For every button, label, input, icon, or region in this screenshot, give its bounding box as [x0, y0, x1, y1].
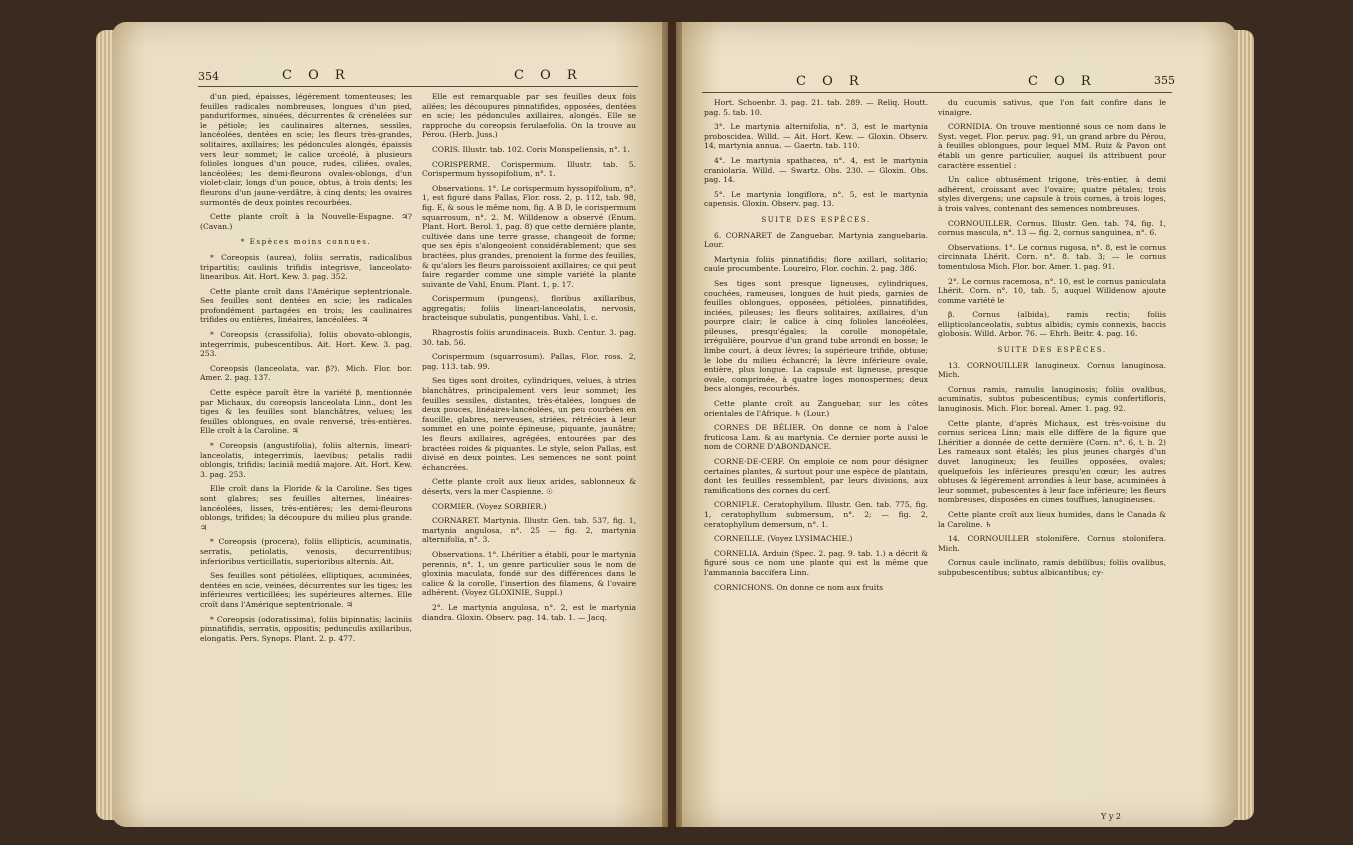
right-column-1	[704, 98, 928, 816]
paragraph: Un calice obtusément trigone, très-entier, à demi adhérent, croissant avec l'ovaire; quatre pétales; trois styles divergens; une capsule à trois cornes, à trois loges, à trois valves, contenant des semences nombreuses.	[938, 175, 1166, 213]
paragraph: d'un pied, épaisses, légérement tomenteuses; les feuilles radicales nombreuses, longues d'un pied, panduriformes, sinuées, décurrentes & crénelées sur le pétiole; les caulinaires alternes, sessiles, lancéolées, dentées en scie; les fleurs très-grandes, solitaires, axillaires; les pédoncules alongés, épaissis vers leur sommet; le calice urcéolé, à plusieurs folioles longues d'un pouce, rudes, ciliées, ovales, lancéolées; les demi-fleurons ovales-oblongs, d'un violet-clair, longs d'un pouce, obtus, à trois dents; les fleurons d'un jaune-verdâtre, à cinq dents; les ovaires surmontés de deux pointes recourbées.	[200, 92, 412, 207]
paragraph: Cette espèce paroît être la variété β, mentionnée par Michaux, du coreopsis lanceolata Linn., dont les tiges & les feuilles sont blanchâtres, velues; les feuilles oblongues, en ovale renversé, très-entières. Elle croît à la Caroline. ♃	[200, 388, 412, 436]
paragraph: Observations. 1°. Lhéritier a établi, pour le martynia perennis, n°. 1, un genre particulier sous le nom de gloxinia maculata, fondé sur des différences dans le calice & la corolle, l'insertion des filamens, & l'ovaire adhérent. (Voyez GLOXINIE, Suppl.)	[422, 549, 636, 598]
paragraph: CORNE-DE-CERF. On emploie ce nom pour désigner certaines plantes, & surtout pour une espèce de plantain, dont les feuilles ressemblent, par leurs divisions, aux ramifications des cornes du cerf.	[704, 457, 928, 495]
paragraph: CORNELIA. Arduin (Spec. 2. pag. 9. tab. 1.) a décrit & figuré sous ce nom une plante qui est la même que l'ammannia baccifera Linn.	[704, 548, 928, 577]
paragraph: Elle croît dans la Floride & la Caroline. Ses tiges sont glabres; ses feuilles alternes, linéaires-lancéolées, lisses, très-entières; les demi-fleurons oblongs, trifides; la découpure du milieu plus grande. ♃	[200, 484, 412, 532]
paragraph: Cette plante croît dans l'Amérique septentrionale. Ses feuilles sont dentées en scie; les radicales profondément partagées en trois; les caulinaires trifides ou entières, linéaires, lancéolées. ♃	[200, 286, 412, 325]
paragraph: Cette plante, d'après Michaux, est très-voisine du cornus sericea Linn; mais elle diffère de la figure que Lhéritier a donnée de cette dernière (Corn. n°. 6, t. b. 2) Les rameaux sont étalés; les plus jeunes chargés d'un duvet lanugineux; les feuilles opposées, ovales; quelquefois les inférieures presqu'en cœur; les autres obtuses & légérement arrondies à leur base, acuminées à leur sommet, pubescentes à leur face inférieure; les fleurs nombreuses, disposées en cimes touffues, lanugineuses.	[938, 418, 1166, 505]
paragraph: SUITE DES ESPÈCES.	[761, 214, 871, 224]
paragraph: 2°. Le cornus racemosa, n°. 10, est le cornus paniculata Lhérit. Corn. n°. 10, tab. 5, auquel Willdenow ajoute comme variété le	[938, 276, 1166, 305]
paragraph: * Coreopsis (procera), foliis ellipticis, acuminatis, serratis, petiolatis, venosis, decurrentibus; inferioribus verticillatis, superioribus alternis. Ait.	[200, 537, 412, 566]
paragraph: Observations. 1°. Le corispermum hyssopifolium, n°. 1, est figuré dans Pallas, Flor. ross. 2, p. 112, tab. 98, fig. E, & sous le même nom, fig. A B D, le corispermum squarrosum, n°. 2. M. Willdenow a observé (Enum. Plant. Hort. Berol. 1, pag. 8) que cette dernière plante, cultivée dans une terre grasse, changeoit de forme; que ses épis s'alongeoient considérablement; que ses bractées, plus grandes, prenoient la forme des feuilles, & qu'alors les fleurs paroissoient axillaires; ce qui peut faire regarder comme une simple variété la plante suivante de Vahl, Enum. Plant. 1, p. 17.	[422, 183, 636, 289]
right-header-right: C O R	[1028, 74, 1097, 89]
paragraph: * Coreopsis (angustifolia), foliis alternis, lineari-lanceolatis, integerrimis, laevibus; petalis radii oblongis, trifidis; laciniâ mediâ majore. Ait. Hort. Kew. 3. pag. 253.	[200, 441, 412, 479]
left-header-rule	[198, 86, 638, 87]
paragraph: Cornus caule inclinato, ramis debilibus; foliis ovalibus, subpubescentibus; subtus albicantibus; cy-	[938, 558, 1166, 577]
right-column-2	[938, 98, 1166, 816]
paragraph: Cornus ramis, ramulis lanuginosis; foliis ovalibus, acuminatis, subtus pubescentibus; cymis confertifloris, lanuginosis. Mich. Flor. boreal. Amer. 1. pag. 92.	[938, 384, 1166, 414]
paragraph: du cucumis sativus, que l'on fait confire dans le vinaigre.	[938, 98, 1166, 117]
paragraph: CORNICHONS. On donne ce nom aux fruits	[714, 582, 884, 592]
paragraph: Corispermum (squarrosum). Pallas, Flor. ross. 2, pag. 113. tab. 99.	[422, 352, 636, 371]
right-header-left: C O R	[796, 74, 865, 89]
paragraph: * Coreopsis (aurea), foliis serratis, radicalibus tripartitis; caulinis trifidis integrisve, lanceolato-linearibus. Ait. Hort. Kew. 3. pag. 352.	[200, 252, 412, 282]
book-gutter	[662, 22, 682, 827]
paragraph: Martynia foliis pinnatifidis; flore axillari, solitario; caule procumbente. Loureiro, Flor. cochin. 2. pag. 386.	[704, 254, 928, 274]
right-page-edges	[1234, 30, 1254, 820]
paragraph: Elle est remarquable par ses feuilles deux fois ailées; les découpures pinnatifides, opposées, dentées en scie; les pédoncules axillaires, alongés. Elle se rapproche du coreopsis ferulaefolia. On la trouve au Pérou. (Herb. Juss.)	[422, 92, 636, 140]
paragraph: 14. CORNOUILLER stolonifère. Cornus stolonifera. Mich.	[938, 534, 1166, 553]
paragraph: Ses tiges sont presque ligneuses, cylindriques, couchées, rameuses, longues de huit pieds, garnies de feuilles oblongues, opposées, pétiolées, pinnatifides, inciées, pileuses; les fleurs solitaires, axillaires, d'un pourpre clair; le calice à cinq folioles lancéolées, pileuses, presqu'égales; la corolle monopétale, irrégulière, pourvue d'un grand tube arrondi en bosse; le limbe court, à deux lèvres; la supérieure trifide, obtuse; le lobe du milieu échancré; la lèvre inférieure ovale, entière, plus longue. La capsule est ligneuse, presque ovale, comprimée, à quatre loges monospermes; deux becs alongés, recourbés.	[704, 278, 928, 394]
paragraph: * Coreopsis (odoratissima), foliis bipinnatis; laciniis pinnatifidis, serratis, oppositis; pedunculis axillaribus, elongatis. Pers. Synops. Plant. 2. p. 477.	[200, 614, 412, 643]
paragraph: Hort. Schoenbr. 3. pag. 21. tab. 289. — Reliq. Houtt. pag. 5. tab. 10.	[704, 98, 928, 117]
paragraph: CORISPERME. Corispermum. Illustr. tab. 5. Corispermum hyssopifolium, n°. 1.	[422, 159, 636, 179]
paragraph: Cette plante croît aux lieux arides, sablonneux & déserts, vers la mer Caspienne. ☉	[422, 477, 636, 496]
right-page	[676, 22, 1236, 827]
paragraph: 6. CORNARET de Zanguebar. Martynia zanguebaria. Lour.	[704, 230, 928, 250]
paragraph: 2°. Le martynia angulosa, n°. 2, est le martynia diandra. Gloxin. Observ. pag. 14. tab. 1. — Jacq.	[422, 602, 636, 622]
paragraph: Ses feuilles sont pétiolées, elliptiques, acuminées, dentées en scie, veinées, décurrentes sur les tiges; les inférieures verticillées; les supérieures alternes. Elle croît dans l'Amérique septentrionale. ♃	[200, 571, 412, 609]
paragraph: Cette plante croît aux lieux humides, dans le Canada & la Caroline. ♄	[938, 509, 1166, 529]
paragraph: Corispermum (pungens), floribus axillaribus, aggregatis; foliis lineari-lanceolatis, nervosis, bracteisque subulatis, pungentibus. Vahl, l. c.	[422, 294, 636, 323]
paragraph: * Espèces moins connues.	[240, 237, 372, 247]
paragraph: CORMIER. (Voyez SORBIER.)	[432, 501, 547, 511]
paragraph: CORNIFLE. Ceratophyllum. Illustr. Gen. tab. 775, fig. 1, ceratophyllum submersum, n°. 2; — fig. 2, ceratophyllum demersum, n°. 1.	[704, 500, 928, 529]
paragraph: CORNES DE BÉLIER. On donne ce nom à l'aloe fruticosa Lam. & au martynia. Ce dernier porte aussi le nom de CORNE D'ABONDANCE.	[704, 423, 928, 452]
paragraph: CORNEILLE. (Voyez LYSIMACHIE.)	[714, 534, 853, 544]
left-page	[112, 22, 668, 827]
left-header-right: C O R	[514, 68, 583, 83]
paragraph: CORNOUILLER. Cornus. Illustr. Gen. tab. 74, fig. 1, cornus mascula, n°. 13 — fig. 2, cornus sanguinea, n°. 6.	[938, 218, 1166, 238]
paragraph: 3°. Le martynia alternifolia, n°. 3, est le martynia proboscidea. Willd. — Ait. Hort. Kew. — Gloxin. Observ. 14, martynia annua. — Gaertn. tab. 110.	[704, 122, 928, 151]
paragraph: * Coreopsis (crassifolia), foliis obovato-oblongis, integerrimis, pubescentibus. Ait. Hort. Kew. 3. pag. 253.	[200, 330, 412, 359]
paragraph: 5°. Le martynia longiflora, n°. 5, est le martynia capensis. Gloxin. Observ. pag. 13.	[704, 189, 928, 209]
left-column-1	[200, 92, 412, 822]
paragraph: Coreopsis (lanceolata, var. β?). Mich. Flor. bor. Amer. 2. pag. 137.	[200, 363, 412, 383]
paragraph: Cette plante croît à la Nouvelle-Espagne. ♃? (Cavan.)	[200, 212, 412, 231]
paragraph: Ses tiges sont droites, cylindriques, velues, à stries blanchâtres, principalement vers leur sommet; les feuilles sessiles, distantes, très-étalées, longues de deux pouces, linéaires-lancéolées, un peu courbées en faucille, glabres, nerveuses, striées, rétrécies à leur sommet en une pointe épineuse, piquante, jaunâtre; les fleurs axillaires, agrégées, entourées par des bractées roides & piquantes. Le style, selon Pallas, est divisé en deux pointes. Les semences ne sont point échancrées.	[422, 376, 636, 472]
paragraph: CORIS. Illustr. tab. 102. Coris Monspeliensis, n°. 1.	[432, 144, 630, 154]
left-page-number: 354	[198, 70, 219, 83]
paragraph: SUITE DES ESPÈCES.	[997, 345, 1107, 355]
paragraph: CORNIDIA. On trouve mentionné sous ce nom dans le Syst. veget. Flor. peruv. pag. 91, un grand arbre du Pérou, à feuilles oblongues, pour lequel MM. Ruiz & Pavon ont établi un genre particulier, auquel ils attribuent pour caractère essentiel :	[938, 122, 1166, 170]
left-column-2	[422, 92, 636, 822]
left-header-left: C O R	[282, 68, 351, 83]
paragraph: 13. CORNOUILLER lanugineux. Cornus lanuginosa. Mich.	[938, 360, 1166, 380]
signature-mark: Y y 2	[1101, 812, 1121, 821]
paragraph: Observations. 1°. Le cornus rugosa, n°. 8, est le cornus circinnata Lhérit. Corn. n°. 8. tab. 3; — le cornus tomentulosa Mich. Flor. bor. Amer. 1. pag. 91.	[938, 242, 1166, 271]
paragraph: β. Cornus (albida), ramis rectis; foliis ellipticolanceolatis, subtus albidis; cymis connexis, baccis globosis. Willd. Arbor. 76. — Ehrh. Beitr. 4. pag. 16.	[938, 310, 1166, 339]
right-header-rule	[702, 92, 1172, 93]
paragraph: Rhagrostis foliis arundinaceis. Buxb. Centur. 3. pag. 30. tab. 56.	[422, 328, 636, 347]
paragraph: Cette plante croît au Zanguebar, sur les côtes orientales de l'Afrique. ♄ (Lour.)	[704, 399, 928, 418]
paragraph: 4°. Le martynia spathacea, n°. 4, est le martynia craniolaria. Willd. — Swartz. Obs. 230. — Gloxin. Obs. pag. 14.	[704, 155, 928, 185]
paragraph: CORNARET. Martynia. Illustr. Gen. tab. 537, fig. 1, martynia angulosa, n°. 25 — fig. 2, martynia alternifolia, n°. 3.	[422, 516, 636, 545]
right-page-number: 355	[1154, 74, 1175, 87]
